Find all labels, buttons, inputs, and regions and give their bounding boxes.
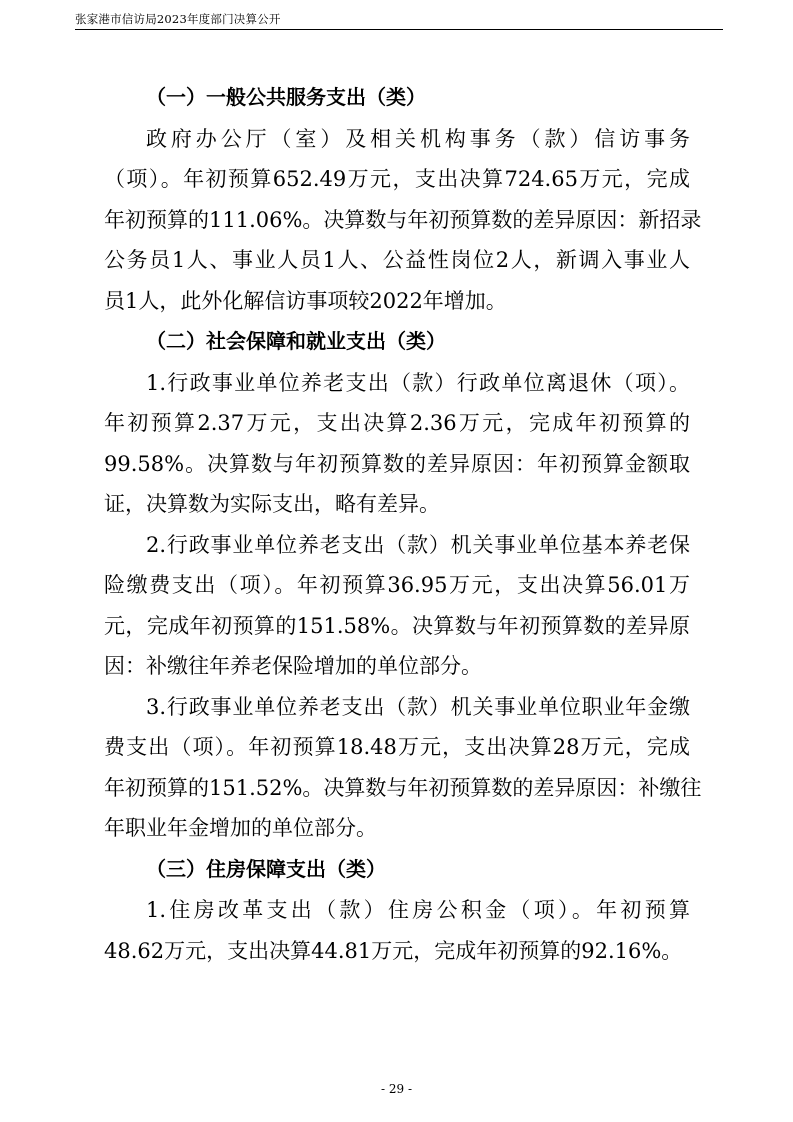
section-heading: （一）一般公共服务支出（类） [146, 85, 426, 109]
header-title: 张家港市信访局2023年度部门决算公开 [75, 12, 281, 26]
paragraph-line: 1.住房改革支出（款）住房公积金（项）。年初预算 [146, 898, 690, 922]
paragraph-line: 99.58%。决算数与年初预算数的差异原因：年初预算金额取 [104, 451, 690, 476]
page-number: - 29 - [380, 1082, 412, 1096]
paragraph-line: 1.行政事业单位养老支出（款）行政单位离退休（项）。 [146, 370, 690, 395]
paragraph-line: 员1人，此外化解信访事项较2022年增加。 [104, 288, 507, 313]
paragraph-line: 因：补缴往年养老保险增加的单位部分。 [104, 654, 482, 678]
paragraph-line: 2.行政事业单位养老支出（款）机关事业单位基本养老保 [146, 532, 690, 557]
paragraph-line: （项）。年初预算652.49万元，支出决算724.65万元，完成 [104, 167, 690, 191]
paragraph-line: 年职业年金增加的单位部分。 [104, 816, 377, 840]
section-heading: （二）社会保障和就业支出（类） [146, 329, 446, 353]
paragraph-line: 年初预算2.37万元，支出决算2.36万元，完成年初预算的 [104, 411, 690, 435]
paragraph-line: 年初预算的111.06%。决算数与年初预算数的差异原因：新招录 [104, 207, 702, 232]
paragraph-line: 险缴费支出（项）。年初预算36.95万元，支出决算56.01万 [104, 573, 690, 597]
document-header [75, 11, 723, 30]
paragraph-line: 证，决算数为实际支出，略有差异。 [104, 492, 440, 516]
paragraph-line: 政府办公厅（室）及相关机构事务（款）信访事务 [146, 126, 690, 151]
section-heading: （三）住房保障支出（类） [146, 856, 386, 881]
paragraph-line: 48.62万元，支出决算44.81万元，完成年初预算的92.16%。 [104, 938, 683, 963]
paragraph-line: 公务员1人、事业人员1人、公益性岗位2人，新调入事业人 [104, 248, 690, 272]
document-body [104, 84, 702, 978]
paragraph-line: 3.行政事业单位养老支出（款）机关事业单位职业年金缴 [146, 694, 690, 719]
paragraph-line: 年初预算的151.52%。决算数与年初预算数的差异原因：补缴往 [104, 775, 702, 800]
paragraph-line: 元，完成年初预算的151.58%。决算数与年初预算数的差异原 [104, 613, 690, 638]
paragraph-line: 费支出（项）。年初预算18.48万元，支出决算28万元，完成 [104, 735, 690, 759]
